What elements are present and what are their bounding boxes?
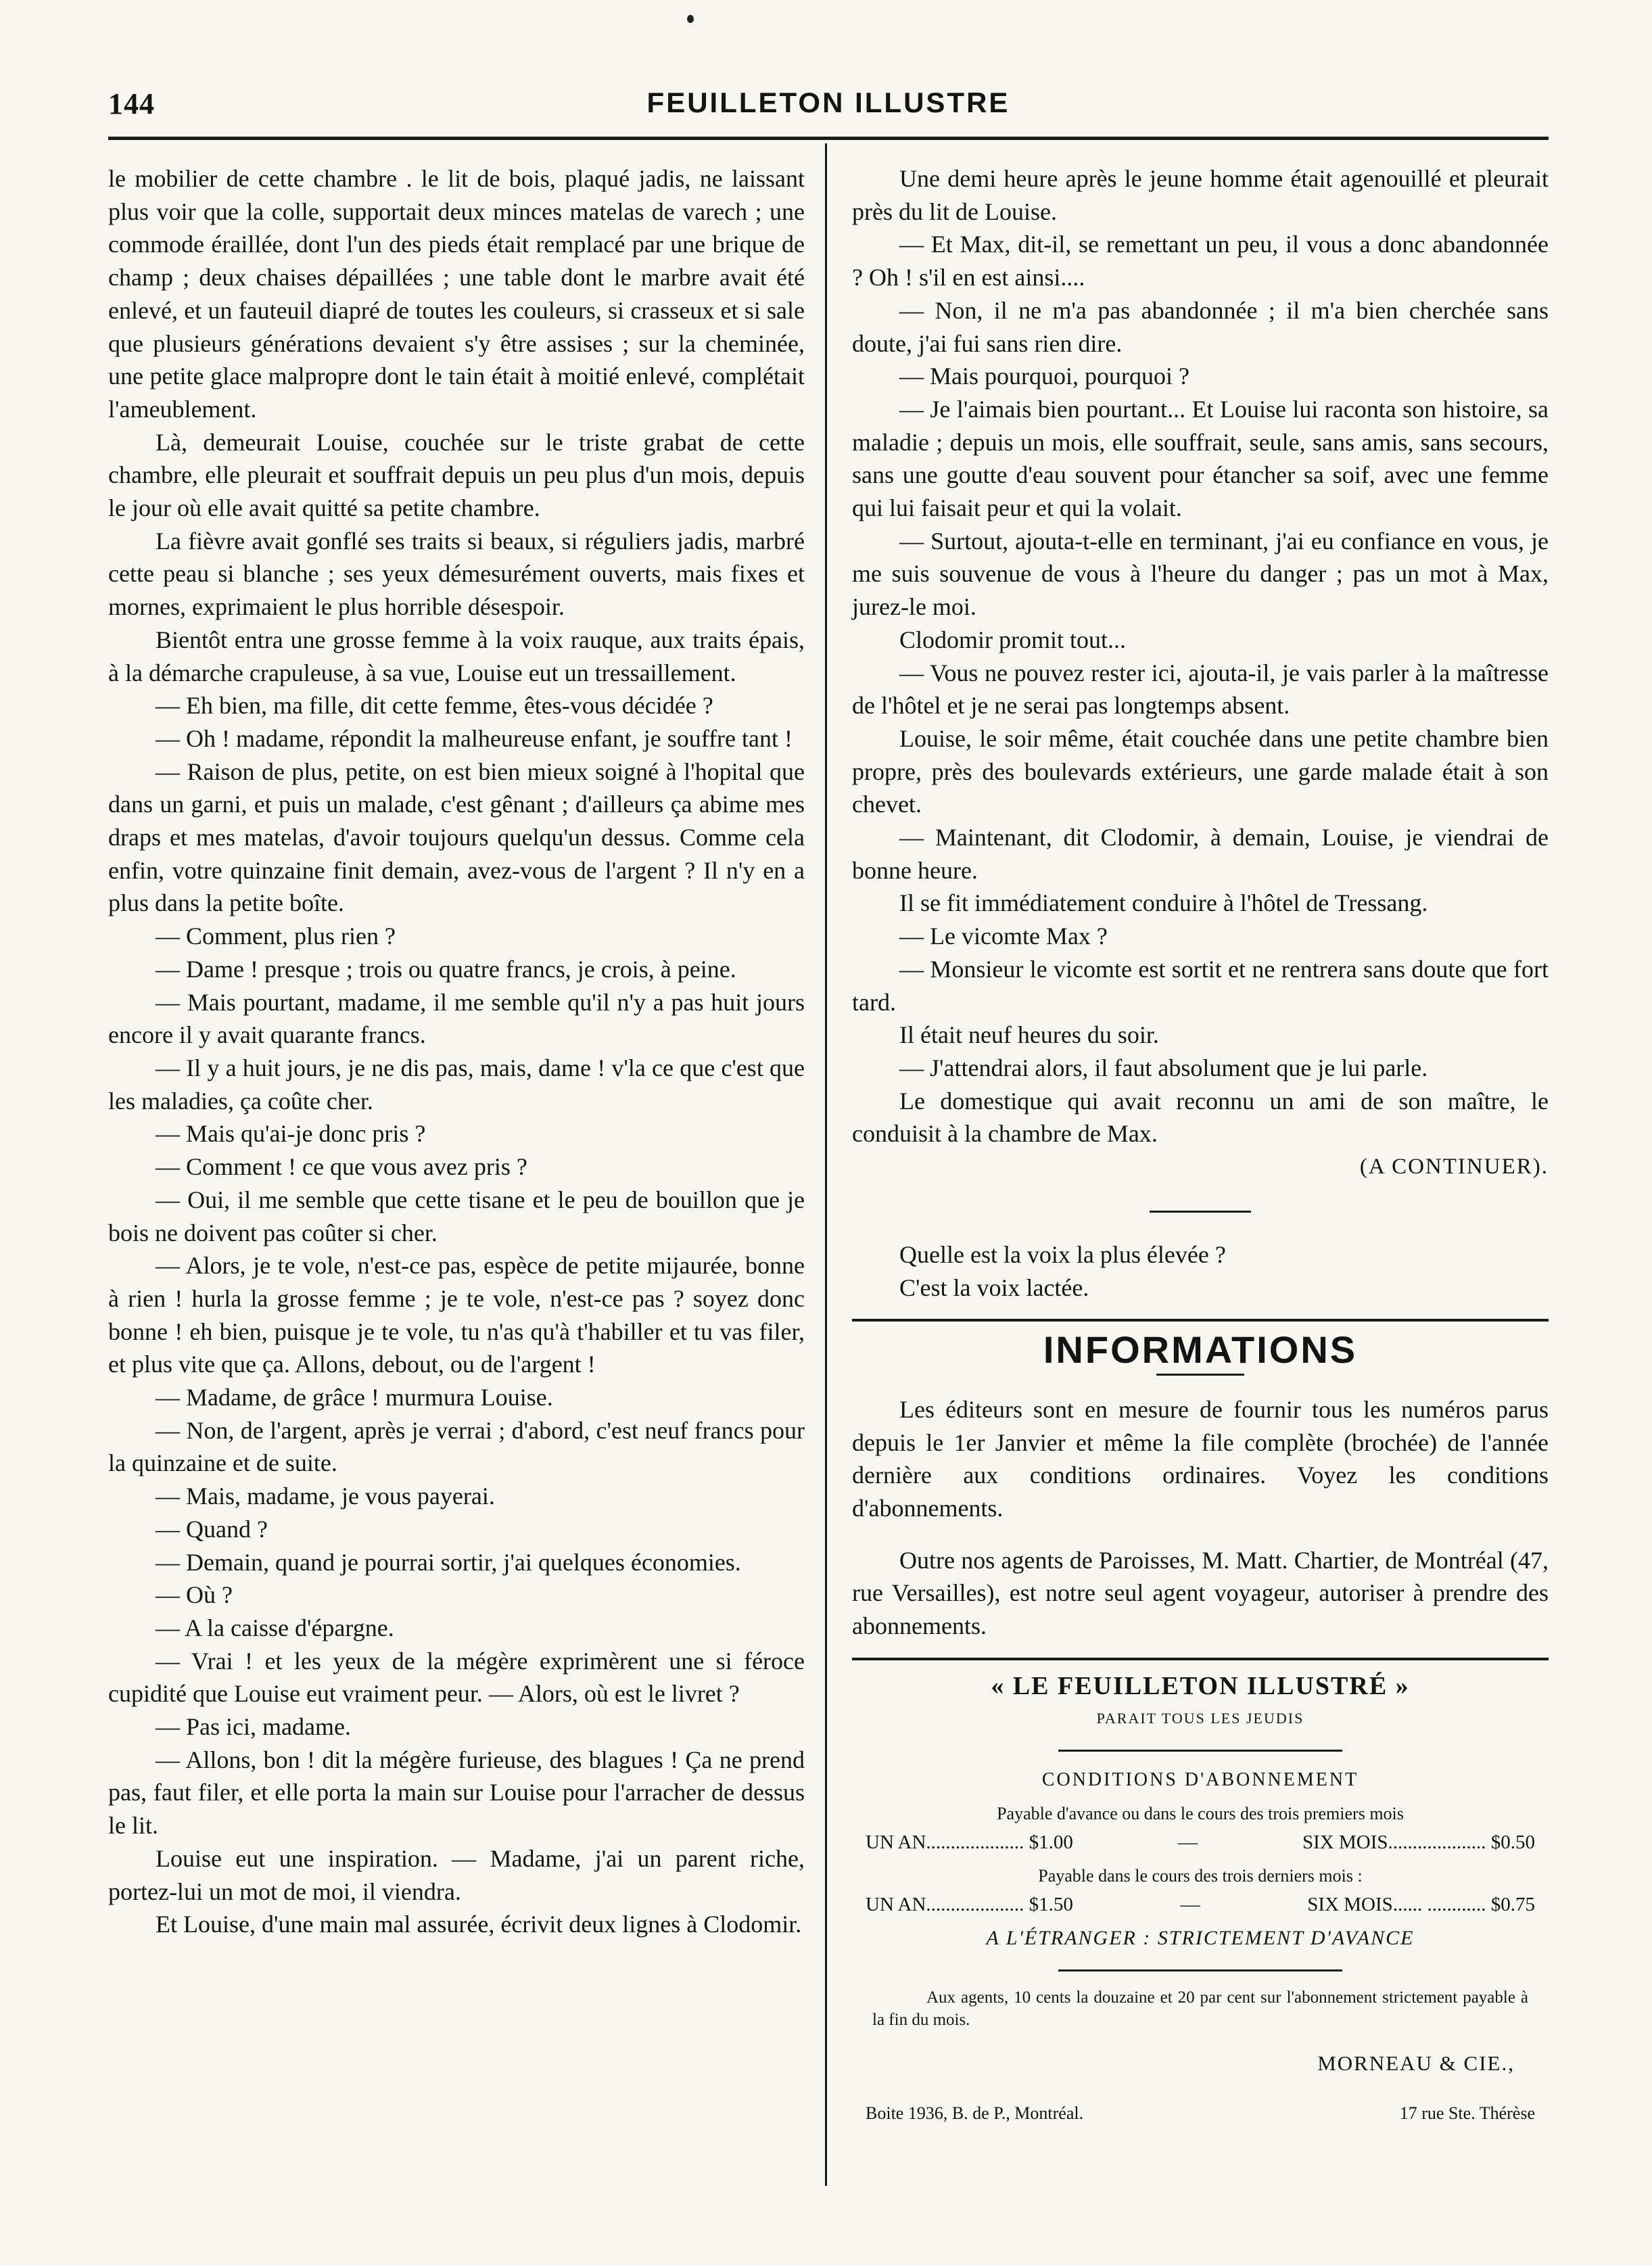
paragraph: — Allons, bon ! dit la mégère furieuse, des blagues ! Ça ne prend pas, faut filer, et elle porta la main sur Louise pour l'arracher de dessus le lit. [108,1746,805,1840]
price-separator: — [1177,1831,1198,1853]
paragraph: — Oh ! madame, répondit la malheureuse enfant, je souffre tant ! [156,724,793,752]
paragraph: Clodomir promit tout... [899,626,1127,653]
paragraph: — Oui, il me semble que cette tisane et le peu de bouillon que je bois ne doivent pas coûter si cher. [108,1186,805,1246]
paragraph: — Surtout, ajouta-t-elle en terminant, j'ai eu confiance en vous, je me suis souvenue de vous à l'heure du danger ; pas un mot à Max, jurez-le moi. [852,527,1549,621]
paragraph: — A la caisse d'épargne. [156,1614,394,1641]
informations-paragraph: Les éditeurs sont en mesure de fournir tous les numéros parus depuis le 1er Janvier et même la file complète (brochée) de l'année dernière aux conditions ordinaires. Voyez les conditions d'abonnements. [852,1395,1549,1522]
subscription-subtitle: PARAIT TOUS LES JEUDIS [1096,1709,1304,1727]
paragraph: Bientôt entra une grosse femme à la voix rauque, aux traits épais, à la démarche crapuleuse, à sa vue, Louise eut un tressaillement. [108,626,805,686]
paragraph: — Demain, quand je pourrai sortir, j'ai quelques économies. [156,1548,741,1576]
riddle [852,1238,1549,1304]
riddle-answer: C'est la voix lactée. [899,1274,1089,1301]
paragraph: — Pas ici, madame. [156,1713,351,1741]
advance-prices [866,1829,1535,1856]
paragraph: Une demi heure après le jeune homme était agenouillé et pleurait près du lit de Louise. [852,165,1549,225]
paragraph: — Madame, de grâce ! murmura Louise. [156,1384,553,1411]
agents-terms: Aux agents, 10 cents la douzaine et 20 par cent sur l'abonnement strictement payable à la fin du mois. [872,1988,1528,2029]
paragraph: — Mais pourquoi, pourquoi ? [899,363,1189,390]
to-be-continued: (A CONTINUER). [1359,1154,1549,1180]
riddle-rule [1150,1211,1251,1213]
street-address: 17 rue Ste. Thérèse [1399,2103,1535,2123]
publisher-address [866,2100,1535,2127]
paragraph: — Non, il ne m'a pas abandonnée ; il m'a bien cherchée sans doute, j'ai fui sans rien dire. [852,296,1549,357]
subscription-title: « LE FEUILLETON ILLUSTRÉ » [991,1671,1410,1700]
running-title: FEUILLETON ILLUSTRE [646,87,1010,118]
late-six-price: SIX MOIS...... ............ $0.75 [1307,1893,1535,1915]
foreign-terms: A L'ÉTRANGER : STRICTEMENT D'AVANCE [986,1926,1415,1949]
section-rule [852,1658,1549,1660]
top-mark [687,15,694,23]
paragraph: — Quand ? [156,1515,268,1543]
paragraph: — Monsieur le vicomte est sortit et ne rentrera sans doute que fort tard. [852,955,1549,1016]
paragraph: — Et Max, dit-il, se remettant un peu, il vous a donc abandonnée ? Oh ! s'il en est ainsi.... [852,231,1549,291]
column-divider [825,143,827,2186]
paragraph: La fièvre avait gonflé ses traits si beaux, si réguliers jadis, marbré cette peau si blanche ; ses yeux démesurément ouverts, mais fixes et mornes, exprimaient le plus horrible désespoir. [108,527,805,621]
paragraph: Il se fit immédiatement conduire à l'hôtel de Tressang. [899,889,1428,917]
informations-paragraph: Outre nos agents de Paroisses, M. Matt. Chartier, de Montréal (47, rue Versailles), est notre seul agent voyageur, autoriser à prendre des abonnements. [852,1546,1549,1640]
late-note: Payable dans le cours des trois derniers mois : [1038,1865,1363,1886]
paragraph: — Raison de plus, petite, on est bien mieux soigné à l'hopital que dans un garni, et puis un malade, c'est gênant ; d'ailleurs ça abime mes draps et mes matelas, d'avoir toujours quelqu'un dessus. Comme cela enfin, votre quinzaine finit demain, avez-vous de l'argent ? Il n'y en a plus dans la petite boîte. [108,757,805,917]
conditions-heading: CONDITIONS D'ABONNEMENT [1041,1769,1359,1790]
right-column [852,162,1549,2127]
paragraph: — Mais, madame, je vous payerai. [156,1482,495,1510]
paragraph: — Non, de l'argent, après je verrai ; d'abord, c'est neuf francs pour la quinzaine et de suite. [108,1416,805,1477]
informations-section [852,1328,1549,1643]
late-prices [866,1891,1535,1918]
paragraph: — Dame ! presque ; trois ou quatre francs, je crois, à peine. [156,955,736,983]
subscription-box [852,1673,1549,2127]
paragraph: — Mais pourtant, madame, il me semble qu'il n'y a pas huit jours encore il y avait quarante francs. [108,988,805,1049]
paragraph: le mobilier de cette chambre . le lit de bois, plaqué jadis, ne laissant plus voir que la colle, supportait deux minces matelas de varech ; une commode éraillée, dont l'un des pieds était remplacé par une brique de champ ; deux chaises dépaillées ; une table dont le marbre avait été enlevé, et un fauteuil diapré de toutes les couleurs, si crasseux et si sale que plusieurs générations devaient s'y être assises ; sur la cheminée, une petite glace malpropre dont le tain était à moitié enlevé, complétait l'ameublement. [108,165,805,423]
paragraph: — Vrai ! et les yeux de la mégère exprimèrent une si féroce cupidité que Louise eut vraiment peur. — Alors, où est le livret ? [108,1647,805,1708]
header-rule [108,137,1549,140]
story-continuation [852,162,1549,1150]
paragraph: — Le vicomte Max ? [899,923,1108,950]
advance-year-price: UN AN.................... $1.00 [866,1831,1073,1853]
paragraph: — Je l'aimais bien pourtant... Et Louise lui raconta son histoire, sa maladie ; depuis un mois, elle souffrait, seule, sans amis, sans secours, sans une goutte d'eau souvent pour étancher sa soif, avec une femme qui lui faisait peur et qui la volait. [852,395,1549,522]
paragraph: — Maintenant, dit Clodomir, à demain, Louise, je viendrai de bonne heure. [852,824,1549,884]
paragraph: — Eh bien, ma fille, dit cette femme, êtes-vous décidée ? [156,692,713,720]
subscription-rule [1058,1969,1342,1971]
price-separator: — [1180,1893,1200,1915]
publisher-name: MORNEAU & CIE., [1317,2051,1515,2075]
paragraph: — Mais qu'ai-je donc pris ? [156,1120,426,1148]
informations-title: INFORMATIONS [1043,1328,1358,1372]
paragraph: — Vous ne pouvez rester ici, ajouta-il, je vais parler à la maîtresse de l'hôtel et je ne serai pas longtemps absent. [852,659,1549,720]
paragraph: — Il y a huit jours, je ne dis pas, mais, dame ! v'la ce que c'est que les maladies, ça coûte cher. [108,1054,805,1115]
paragraph: Louise, le soir même, était couchée dans une petite chambre bien propre, près des boulevards extérieurs, une garde malade était à son chevet. [852,724,1549,818]
subscription-rule [1058,1750,1342,1752]
postal-box: Boite 1936, B. de P., Montréal. [866,2103,1084,2123]
left-column [108,162,805,1941]
paragraph: — Où ? [156,1581,233,1609]
advance-six-price: SIX MOIS.................... $0.50 [1302,1831,1535,1853]
page-number: 144 [108,87,155,120]
paragraph: — Comment ! ce que vous avez pris ? [156,1153,527,1181]
paragraph: — J'attendrai alors, il faut absolument que je lui parle. [899,1054,1428,1081]
late-year-price: UN AN.................... $1.50 [866,1893,1073,1915]
paragraph: Louise eut une inspiration. — Madame, j'ai un parent riche, portez-lui un mot de moi, il viendra. [108,1844,805,1905]
paragraph: — Alors, je te vole, n'est-ce pas, espèce de petite mijaurée, bonne à rien ! hurla la grosse femme ; je te vole, n'est-ce pas ? soyez donc bonne ! eh bien, puisque je te vole, tu n'as qu'à t'habiller et tu vas filer, et plus vite que ça. Allons, debout, ou de l'argent ! [108,1252,805,1378]
page-header [108,81,1549,135]
informations-rule [1156,1374,1244,1376]
paragraph: Il était neuf heures du soir. [899,1021,1159,1049]
riddle-question: Quelle est la voix la plus élevée ? [899,1240,1226,1268]
paragraph: Là, demeurait Louise, couchée sur le triste grabat de cette chambre, elle pleurait et souffrait depuis un peu plus d'un mois, depuis le jour où elle avait quitté sa petite chambre. [108,428,805,522]
advance-note: Payable d'avance ou dans le cours des trois premiers mois [997,1803,1404,1823]
paragraph: — Comment, plus rien ? [156,923,396,950]
paragraph: Et Louise, d'une main mal assurée, écrivit deux lignes à Clodomir. [156,1911,802,1938]
paragraph: Le domestique qui avait reconnu un ami de son maître, le conduisit à la chambre de Max. [852,1087,1549,1148]
section-rule [852,1319,1549,1322]
